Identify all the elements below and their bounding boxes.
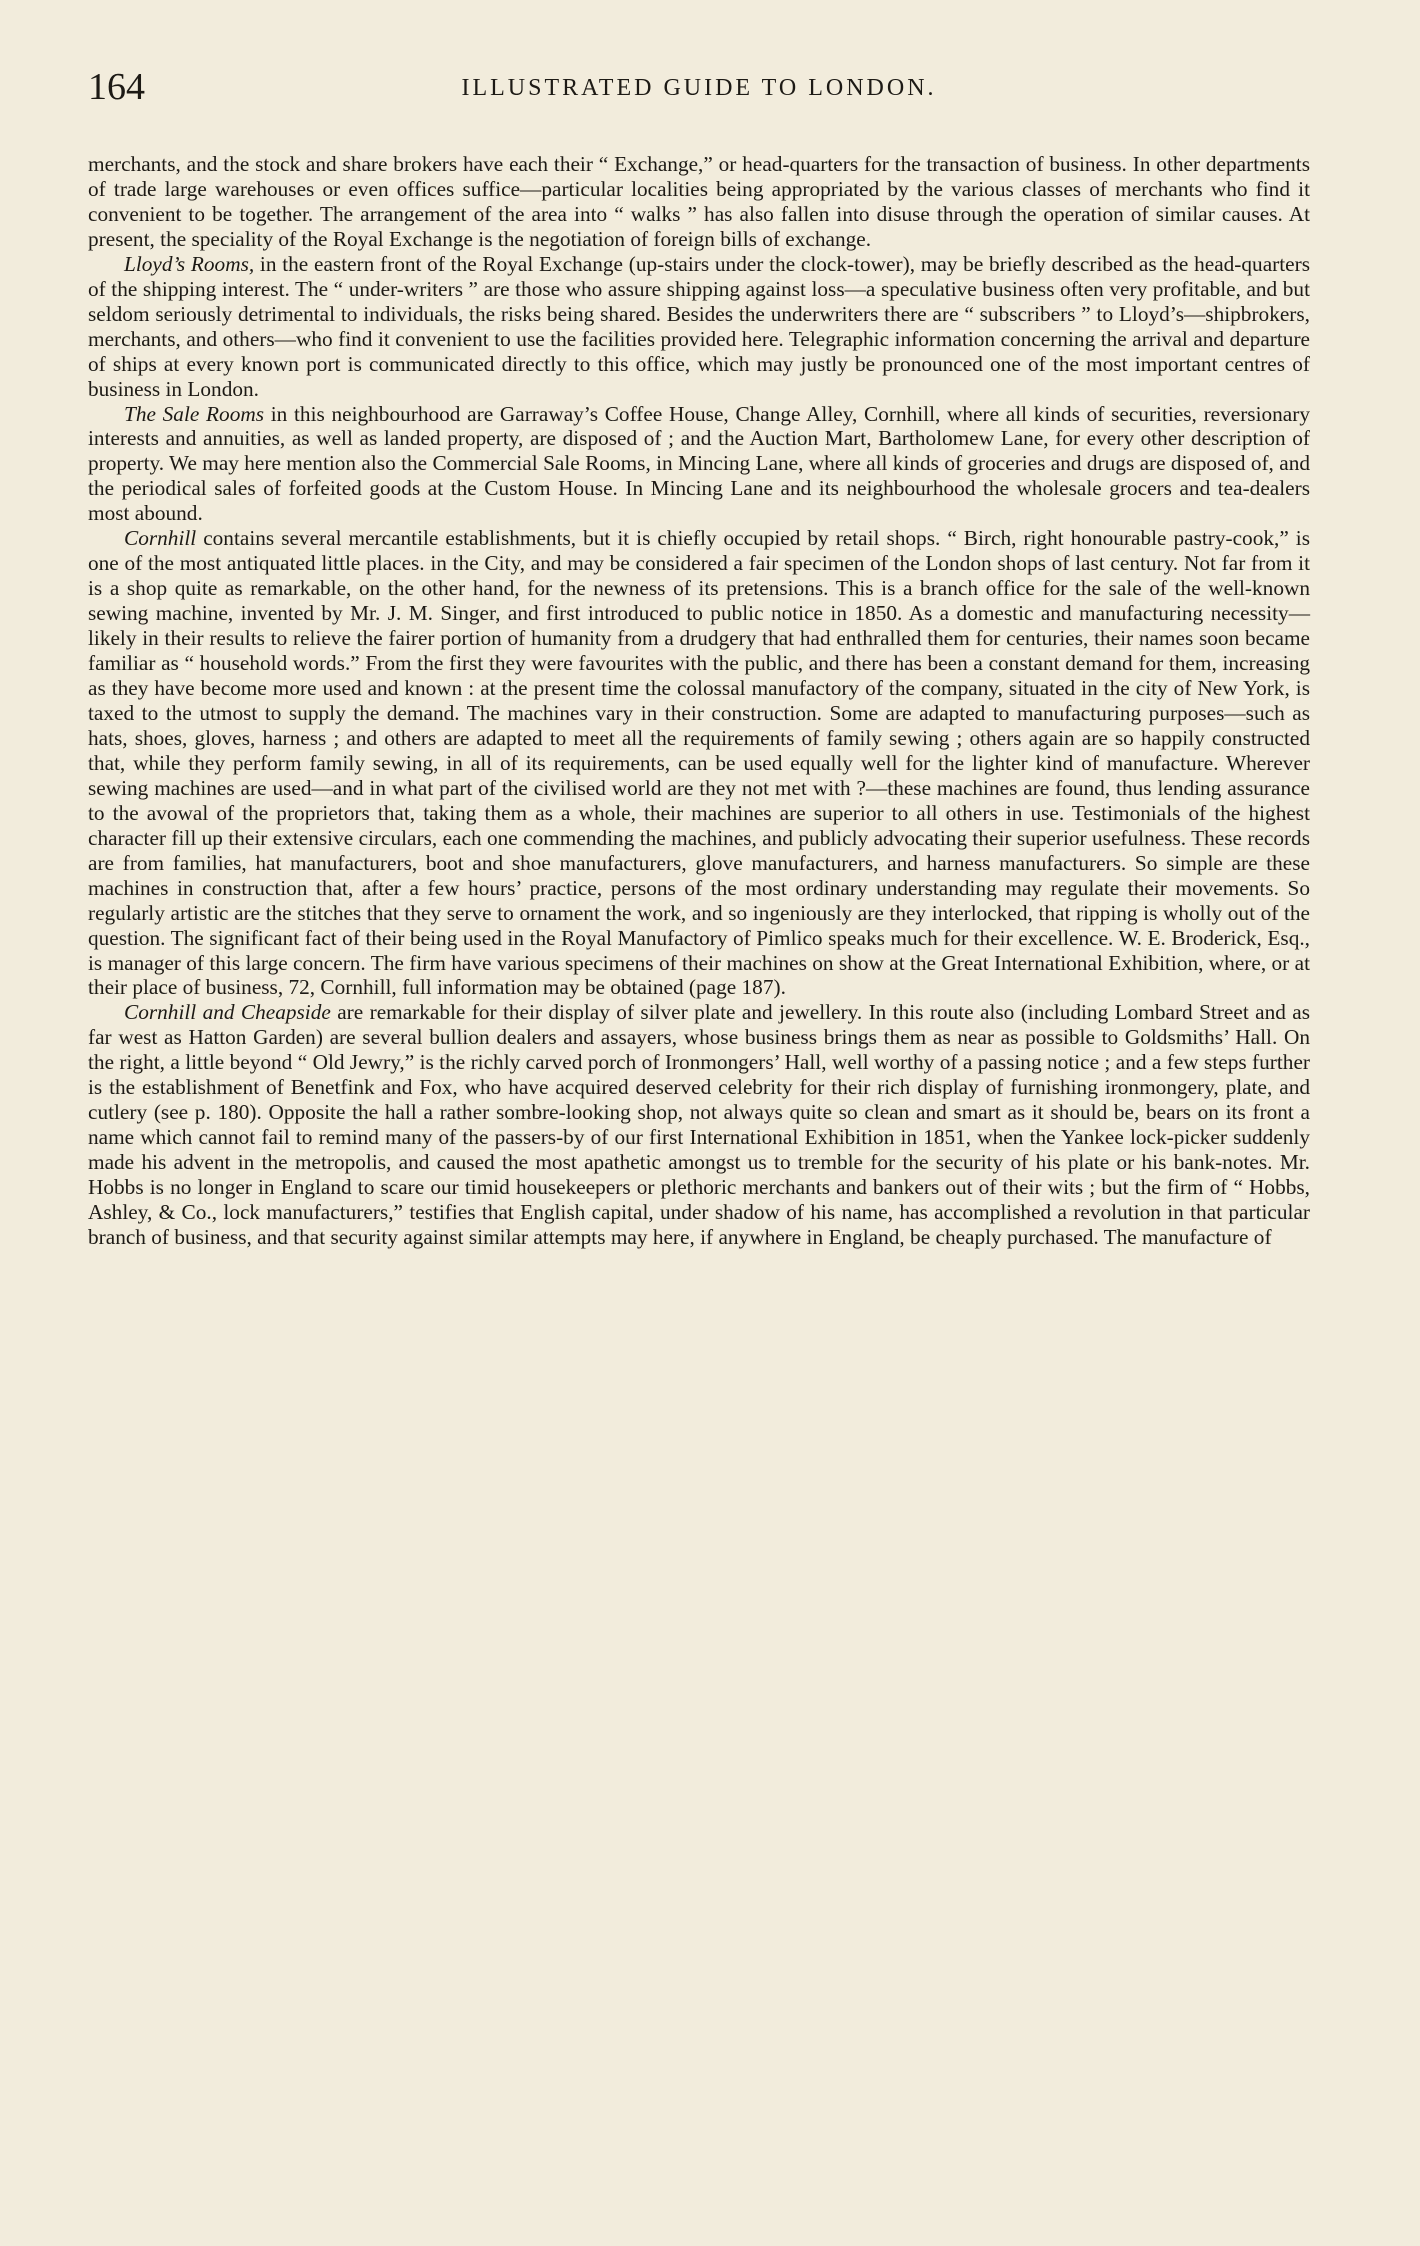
page-number: 164 [88,66,145,108]
paragraph-text: merchants, and the stock and share brokers have each their “ Exchange,” or head-quarters for the transaction of business. In other departments of trade large warehouses or even offices suffice—particular localities being appropriated by the various classes of merchants who find it convenient to be together. The arrangement of the area into “ walks ” has also fallen into disuse through the operation of similar causes. At present, the speciality of the Royal Exchange is the negotiation of foreign bills of exchange. [88,152,1310,251]
body-text [88,152,1310,1250]
paragraph-text: in the eastern front of the Royal Exchange (up-stairs under the clock-tower), may be briefly described as the head-quarters of the shipping interest. The “ under-writers ” are those who assure shipping against loss—a speculative business often very profitable, and but seldom seriously detrimental to individuals, the risks being shared. Besides the underwriters there are “ subscribers ” to Lloyd’s—shipbrokers, merchants, and others—who find it convenient to use the facilities provided here. Telegraphic information concerning the arrival and departure of ships at every known port is communicated directly to this office, which may justly be pronounced one of the most important centres of business in London. [88,251,1310,401]
section-lead: Lloyd’s Rooms, [124,251,255,276]
section-lead: The Sale Rooms [124,401,265,426]
paragraph-sale-rooms [88,402,1310,527]
page-header [88,64,1310,110]
book-page [88,64,1310,2204]
paragraph-text: contains several mercantile establishments, but it is chiefly occupied by retail shops. “ Birch, right honourable pastry-cook,” is one of the most antiquated little places. in the City, and may be considered a fair specimen of the London shops of last century. Not far from it is a shop quite as remarkable, on the other hand, for the newness of its pretensions. This is a branch office for the sale of the well-known sewing machine, invented by Mr. J. M. Singer, and first introduced to public notice in 1850. As a domestic and manufacturing necessity—likely in their results to relieve the fairer portion of humanity from a drudgery that had enthralled them for centuries, their names soon became familiar as “ household words.” From the first they were favourites with the public, and there has been a constant demand for them, increasing as they have become more used and known : at the present time the colossal manufactory of the company, situated in the city of New York, is taxed to the utmost to supply the demand. The machines vary in their construction. Some are adapted to manufacturing purposes—such as hats, shoes, gloves, harness ; and others are adapted to meet all the requirements of family sewing ; others again are so happily constructed that, while they perform family sewing, in all of its requirements, can be used equally well for the lighter kind of manufacture. Wherever sewing machines are used—and in what part of the civilised world are they not met with ?—these machines are found, thus lending assurance to the avowal of the proprietors that, taking them as a whole, their machines are superior to all others in use. Testimonials of the highest character fill up their extensive circulars, each one commending the machines, and publicly advocating their superior usefulness. These records are from families, hat manufacturers, boot and shoe manufacturers, glove manufacturers, and harness manufacturers. So simple are these machines in construction that, after a few hours’ practice, persons of the most ordinary understanding may regulate their movements. So regularly artistic are the stitches that they serve to ornament the work, and so ingeniously are they interlocked, that ripping is wholly out of the question. The significant fact of their being used in the Royal Manufactory of Pimlico speaks much for their excellence. W. E. Broderick, Esq., is manager of this large concern. The firm have various specimens of their machines on show at the Great International Exhibition, where, or at their place of business, 72, Cornhill, full information may be obtained (page 187). [88,526,1310,1000]
paragraph-lloyds-rooms [88,252,1310,402]
section-lead: Cornhill and Cheapside [124,1000,331,1025]
running-title: ILLUSTRATED GUIDE TO LONDON. [461,75,937,101]
paragraph-cornhill-cheapside [88,1000,1310,1250]
paragraph-text: in this neighbourhood are Garraway’s Coffee House, Change Alley, Cornhill, where all kinds of securities, reversionary interests and annuities, as well as landed property, are disposed of ; and the Auction Mart, Bartholomew Lane, for every other description of property. We may here mention also the Commercial Sale Rooms, in Mincing Lane, where all kinds of groceries and drugs are disposed of, and the periodical sales of forfeited goods at the Custom House. In Mincing Lane and its neighbourhood the wholesale grocers and tea-dealers most abound. [88,401,1310,526]
section-lead: Cornhill [124,526,197,551]
paragraph-text: are remarkable for their display of silver plate and jewellery. In this route also (including Lombard Street and as far west as Hatton Garden) are several bullion dealers and assayers, whose business brings them as near as possible to Goldsmiths’ Hall. On the right, a little beyond “ Old Jewry,” is the richly carved porch of Ironmongers’ Hall, well worthy of a passing notice ; and a few steps further is the establishment of Benetfink and Fox, who have acquired deserved celebrity for their rich display of furnishing ironmongery, plate, and cutlery (see p. 180). Opposite the hall a rather sombre-looking shop, not always quite so clean and smart as it should be, bears on its front a name which cannot fail to remind many of the passers-by of our first International Exhibition in 1851, when the Yankee lock-picker suddenly made his advent in the metropolis, and caused the most apathetic amongst us to tremble for the security of his plate or his bank-notes. Mr. Hobbs is no longer in England to scare our timid housekeepers or plethoric merchants and bankers out of their wits ; but the firm of “ Hobbs, Ashley, & Co., lock manufacturers,” testifies that English capital, under shadow of his name, has accomplished a revolution in that particular branch of business, and that security against similar attempts may here, if anywhere in England, be cheaply purchased. The manufacture of [88,1000,1311,1249]
paragraph-cornhill [88,526,1310,1000]
paragraph-exchange [88,152,1310,252]
